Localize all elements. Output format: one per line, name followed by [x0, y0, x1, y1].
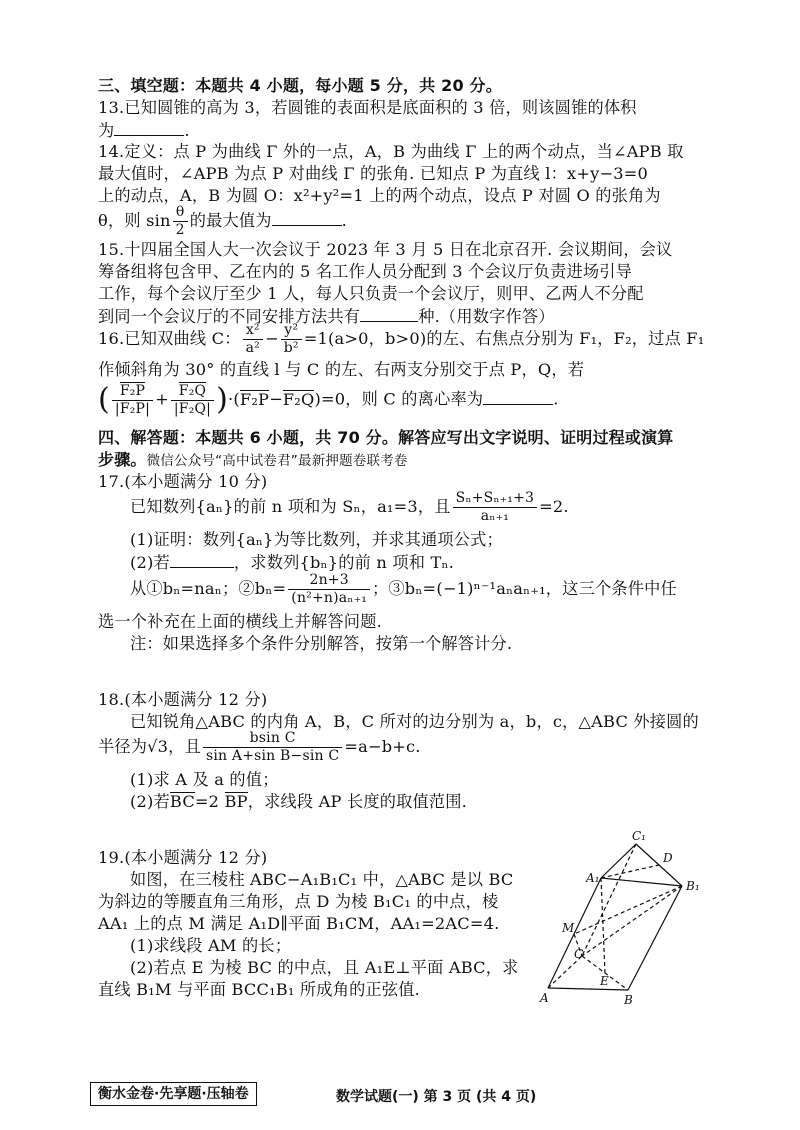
q17-conditions: 从①bₙ=naₙ；②bₙ= $\frac{2n+3}{\text{(n²+n)aₙ₊₁}}$ ；③bₙ=(−1)ⁿ⁻¹aₙaₙ₊₁，这三个条件中任 — [130, 572, 677, 606]
q18-title: 18.(本小题满分 12 分) — [98, 690, 268, 709]
answer-blank[interactable] — [114, 120, 184, 136]
label-e: E — [600, 974, 609, 988]
q18-part1: (1)求 A 及 a 的值； — [130, 770, 279, 789]
q17-note: 注：如果选择多个条件分别解答，按第一个解答计分. — [130, 634, 513, 653]
answer-blank[interactable] — [483, 389, 553, 405]
section-heading-answer-line2: 步骤。微信公众号“高中试卷君”最新押题卷联考卷 — [98, 450, 408, 469]
label-d: D — [663, 851, 673, 865]
q14-line2: 最大值时，∠APB 为点 P 对曲线 Γ 的张角. 已知点 P 为直线 l：x+y−3=0 — [98, 164, 648, 183]
q13-text: 13.已知圆锥的高为 3，若圆锥的表面积是底面积的 3 倍，则该圆锥的体积 — [98, 98, 637, 117]
q16-line3: ( $\frac{\text{F₂P}}{\text{|F₂P|}}$ + $\frac{\text{F₂Q}}{\text{|F₂Q|}}$ )·(F₂P−F₂Q)=0，则 C 的离心率为 . — [98, 382, 559, 417]
q18-line2: 半径为√3，且 $\frac{\text{bsin C}}{\text{sin A+sin B−sin C}}$ =a−b+c. — [98, 730, 421, 764]
label-c: C — [574, 947, 584, 961]
section-heading-fill-in: 三、填空题：本题共 4 小题，每小题 5 分，共 20 分。 — [98, 76, 502, 95]
section-heading-answer: 四、解答题：本题共 6 小题，共 70 分。解答应写出文字说明、证明过程或演算 — [98, 428, 674, 447]
q17-title: 17.(本小题满分 10 分) — [98, 472, 268, 491]
edge-a1b1 — [601, 878, 682, 886]
q15-text: 15.十四届全国人大一次会议于 2023 年 3 月 5 日在北京召开. 会议期间，会议 — [98, 240, 673, 259]
label-c1: C₁ — [632, 830, 646, 843]
q19-part2-line2: 直线 B₁M 与平面 BCC₁B₁ 所成角的正弦值. — [98, 980, 420, 999]
q17-part1: (1)证明：数列{aₙ}为等比数列，并求其通项公式； — [130, 530, 503, 549]
series-label: 衡水金卷·先享题·压轴卷 — [90, 1082, 257, 1106]
label-b1: B₁ — [686, 879, 700, 893]
segment-b1c — [582, 886, 682, 956]
q14-text: 14.定义：点 P 为曲线 Γ 外的一点，A，B 为曲线 Γ 上的两个动点，当∠APB 取 — [98, 142, 684, 161]
q14-line3: 上的动点，A，B 为圆 O：x²+y²=1 上的两个动点，设点 P 对圆 O 的张角为 — [98, 186, 661, 205]
q18-part2: (2)若BC=2 BP，求线段 AP 长度的取值范围. — [130, 792, 467, 811]
q14-line4: θ，则 sin $\frac{\theta}{2}$ 的最大值为 . — [98, 204, 347, 238]
q16-line2: 作倾斜角为 30° 的直线 l 与 C 的左、右两支分别交于点 P，Q，若 — [98, 360, 585, 379]
answer-blank[interactable] — [360, 306, 418, 322]
prism-figure — [536, 830, 716, 1010]
label-b: B — [624, 993, 633, 1007]
q18-line1: 已知锐角△ABC 的内角 A，B，C 所对的边分别为 a，b，c，△ABC 外接圆的 — [130, 712, 699, 731]
q15-line2: 筹备组将包含甲、乙在内的 5 名工作人员分配到 3 个会议厅负责进场引导 — [98, 262, 633, 281]
edge-a1c1 — [601, 844, 636, 878]
watermark-text: 微信公众号“高中试卷君”最新押题卷联考卷 — [146, 453, 408, 469]
q13-line2: 为 . — [98, 121, 190, 140]
edge-ab — [548, 988, 628, 990]
edge-bb1 — [628, 886, 682, 990]
page-number: 数学试题(一) 第 3 页 (共 4 页) — [336, 1089, 537, 1105]
q16-line1: 16.已知双曲线 C： $\frac{\text{x²}}{\text{a²}}$ − $\frac{\text{y²}}{\text{b²}}$ =1(a>0，b>0)的左、右焦点分别为 F₁，F₂，过点 F₁ — [98, 322, 705, 356]
segment-b1m — [574, 886, 682, 934]
segment-a1e — [601, 878, 605, 973]
q19-part1: (1)求线段 AM 的长； — [130, 936, 292, 955]
q19-part2: (2)若点 E 为棱 BC 的中点，且 A₁E⊥平面 ABC，求 — [130, 958, 519, 977]
label-a: A — [540, 991, 549, 1005]
q17-choose: 选一个补充在上面的横线上并解答问题. — [98, 612, 382, 631]
q19-line2: 为斜边的等腰直角三角形，点 D 为棱 B₁C₁ 的中点，棱 — [98, 892, 499, 911]
answer-blank[interactable] — [272, 210, 342, 226]
q17-part2: (2)若 ，求数列{bₙ}的前 n 项和 Tₙ. — [130, 553, 454, 572]
segment-a1d — [601, 865, 659, 878]
q19-title: 19.(本小题满分 12 分) — [98, 848, 268, 867]
q15-line3: 工作，每个会议厅至少 1 人，每人只负责一个会议厅，则甲、乙两人不分配 — [98, 284, 644, 303]
answer-blank[interactable] — [170, 552, 234, 568]
q15-line4: 到同一个会议厅的不同安排方法共有 种.（用数字作答） — [98, 307, 555, 326]
label-a1: A₁ — [586, 871, 600, 885]
q19-line3: AA₁ 上的点 M 满足 A₁D∥平面 B₁CM，AA₁=2AC=4. — [98, 914, 500, 933]
q19-line1: 如图，在三棱柱 ABC−A₁B₁C₁ 中，△ABC 是以 BC — [130, 870, 514, 889]
label-m: M — [562, 921, 575, 935]
q17-line1: 已知数列{aₙ}的前 n 项和为 Sₙ，a₁=3，且 $\frac{\text{Sₙ+Sₙ₊₁+3}}{\text{aₙ₊₁}}$ =2. — [130, 490, 569, 524]
